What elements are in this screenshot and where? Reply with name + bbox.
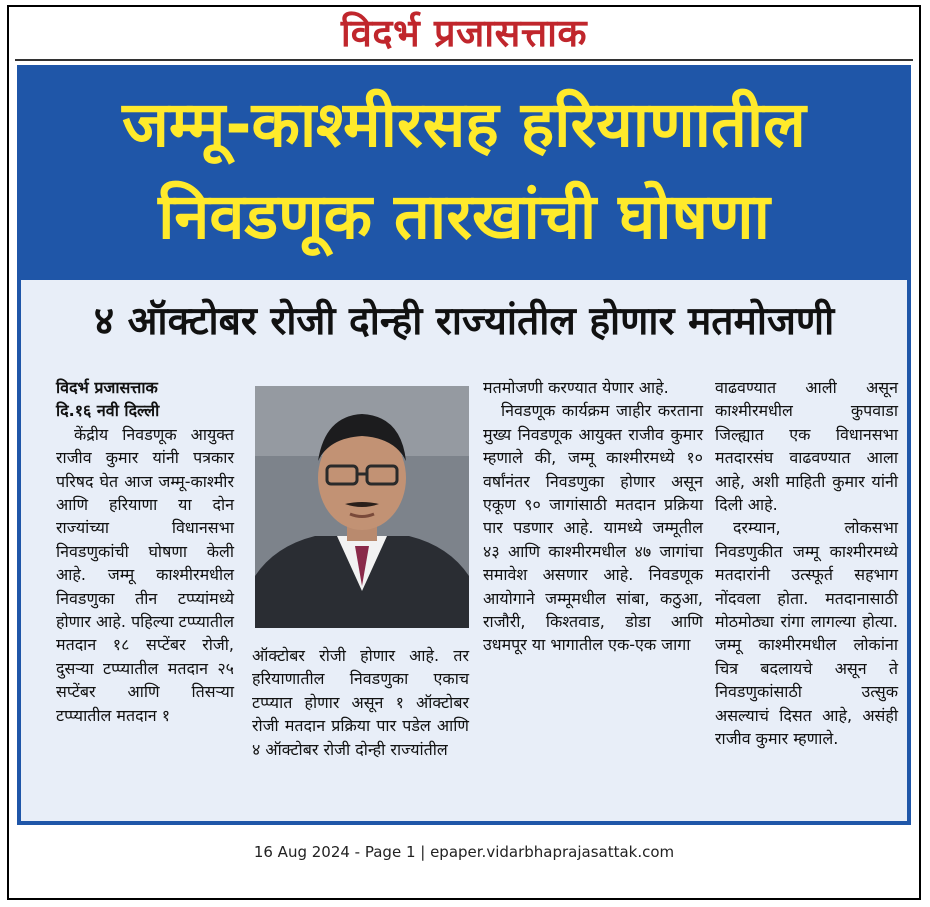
article-paragraph: ऑक्टोबर रोजी होणार आहे. तर हरियाणातील निवडणुका एकाच टप्प्यात होणार असून १ ऑक्टोबर रोजी मतदान प्रक्रिया पार पडेल आणि ४ ऑक्टोबर रोजी दोन्ही राज्यांतील bbox=[252, 646, 469, 759]
article-paragraph: निवडणूक कार्यक्रम जाहीर करताना मुख्य निवडणूक आयुक्त राजीव कुमार म्हणाले की, जम्मू काश्मीरमध्ये १० वर्षांनंतर निवडणुका होणार असून एकूण ९० जागांसाठी मतदान प्रक्रिया पार पडणार आहे. यामध्ये जम्मूतील ४३ आणि काश्मीरमधील ४७ जागांचा समावेश असणार आहे. निवडणूक आयोगाने जम्मूमधील सांबा, कठुआ, राजौरी, किश्तवाड, डोडा आणि उधमपूर या भागातील एक-एक जागा bbox=[483, 401, 703, 655]
page-frame bbox=[7, 5, 921, 900]
article-column-1 bbox=[56, 376, 234, 727]
article-column-4 bbox=[715, 376, 898, 751]
article-paragraph: मतमोजणी करण्यात येणार आहे. bbox=[483, 378, 669, 397]
page-footer: 16 Aug 2024 - Page 1 | epaper.vidarbhaprajasattak.com bbox=[253, 843, 675, 861]
article-column-3 bbox=[483, 376, 703, 657]
headline-line-2: निवडणूक तारखांची घोषणा bbox=[158, 180, 770, 253]
commissioner-photo bbox=[255, 386, 469, 628]
subheadline: ४ ऑक्टोबर रोजी दोन्ही राज्यांतील होणार मतमोजणी bbox=[93, 299, 835, 344]
article-paragraph: वाढवण्यात आली असून काश्मीरमधील कुपवाडा जिल्ह्यात एक विधानसभा मतदारसंघ वाढवण्यात आला आहे, अशी माहिती कुमार यांनी दिली आहे. bbox=[715, 378, 898, 515]
byline-dateline: दि.१६ नवी दिल्ली bbox=[56, 401, 160, 421]
headline-band bbox=[21, 69, 907, 280]
masthead-rule bbox=[15, 59, 913, 61]
headline-line-1: जम्मू-काश्मीरसह हरियाणातील bbox=[122, 88, 806, 161]
masthead-logo: विदर्भ प्रजासत्ताक bbox=[340, 11, 588, 55]
article-column-2 bbox=[252, 644, 469, 761]
article-paragraph: केंद्रीय निवडणूक आयुक्त राजीव कुमार यांनी पत्रकार परिषद घेत आज जम्मू-काश्मीर आणि हरियाणा या दोन राज्यांच्या विधानसभा निवडणुकांची घोषणा केली आहे. जम्मू काश्मीरमधील निवडणुका तीन टप्प्यांमध्ये होणार आहे. पहिल्या टप्प्यातील मतदान १८ सप्टेंबर रोजी, दुसऱ्या टप्प्यातील मतदान २५ सप्टेंबर आणि तिसऱ्या टप्प्यातील मतदान १ bbox=[56, 424, 234, 725]
article-box bbox=[17, 65, 911, 825]
byline-source: विदर्भ प्रजासत्ताक bbox=[56, 378, 158, 397]
portrait-image bbox=[255, 386, 469, 628]
article-paragraph: दरम्यान, लोकसभा निवडणुकीत जम्मू काश्मीरमध्ये मतदारांनी उत्स्फूर्त सहभाग नोंदवला होता. मतदानासाठी मोठमोठ्या रांगा लागल्या होत्या. जम्मू काश्मीरमधील लोकांना चित्र बदलायचे असून ते निवडणुकांसाठी उत्सुक असल्याचं दिसत आहे, असंही राजीव कुमार म्हणाले. bbox=[715, 518, 898, 749]
